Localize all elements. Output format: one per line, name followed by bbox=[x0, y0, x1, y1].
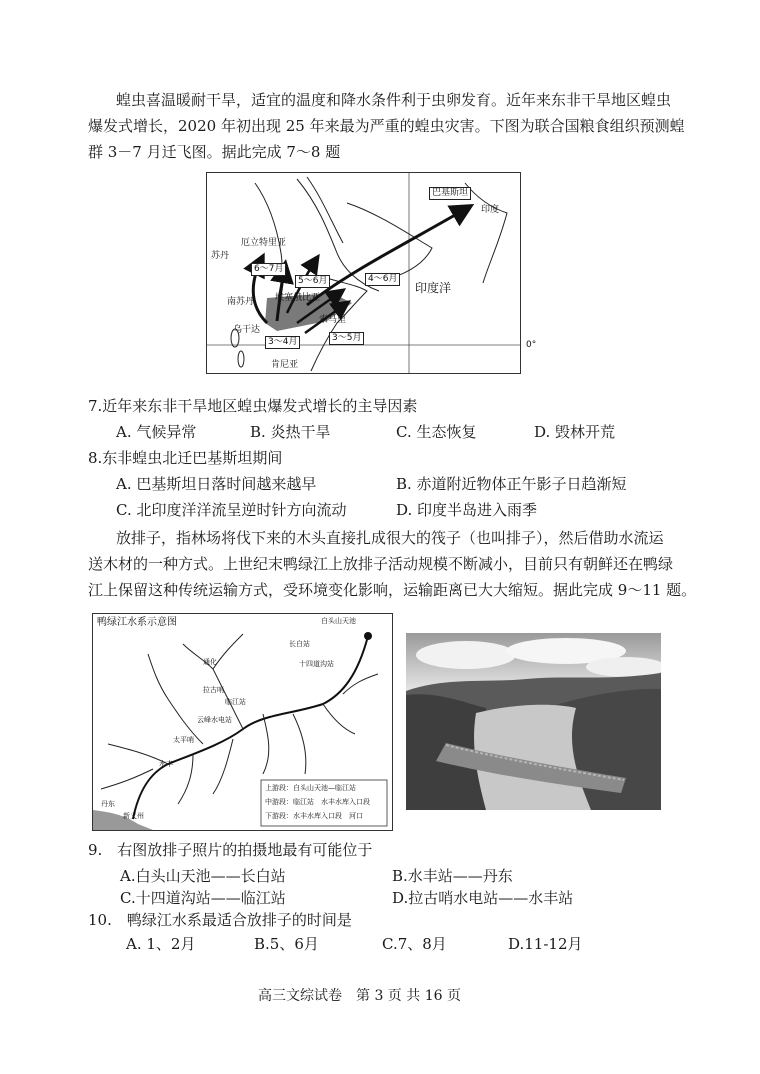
period-3-5: 3～5月 bbox=[329, 332, 364, 345]
period-3-4: 3～4月 bbox=[265, 336, 300, 349]
legend-middle: 中游段：临江站 水丰水库入口段 bbox=[265, 798, 370, 806]
locust-migration-map bbox=[206, 172, 521, 374]
q10-option-c: C.7、8月 bbox=[382, 935, 447, 953]
q8-option-c: C. 北印度洋洋流呈逆时针方向流动 bbox=[116, 501, 347, 519]
q10-option-b: B.5、6月 bbox=[254, 935, 319, 953]
passage2-line2: 送木材的一种方式。上世纪末鸭绿江上放排子活动规模不断减小，目前只有朝鲜还在鸭绿 bbox=[88, 555, 674, 573]
label-indian-ocean: 印度洋 bbox=[415, 281, 452, 295]
label-tianchi: 白头山天池 bbox=[321, 617, 356, 625]
passage1-line1: 蝗虫喜温暖耐干旱，适宜的温度和降水条件利于虫卵发育。近年来东非干旱地区蝗虫 bbox=[116, 91, 672, 109]
q10-option-d: D.11-12月 bbox=[508, 935, 583, 953]
label-laguxiao: 拉古哨 bbox=[203, 686, 224, 694]
rafting-photo bbox=[406, 633, 661, 810]
label-eritrea: 厄立特里亚 bbox=[241, 238, 287, 248]
label-changbai: 长白站 bbox=[289, 640, 310, 648]
q9-stem: 9. 右图放排子照片的拍摄地最有可能位于 bbox=[88, 841, 373, 859]
q10-stem: 10. 鸭绿江水系最适合放排子的时间是 bbox=[88, 911, 352, 929]
legend-lower: 下游段：水丰水库入口段 河口 bbox=[265, 812, 363, 820]
q10-option-a: A. 1、2月 bbox=[126, 935, 196, 953]
label-shuifeng: 水丰 bbox=[159, 760, 173, 768]
label-kenya: 肯尼亚 bbox=[271, 360, 299, 370]
label-xinyizhou: 新义州 bbox=[123, 812, 144, 820]
rafting-photo-drawing bbox=[406, 633, 661, 810]
yalu-river-map bbox=[92, 613, 393, 831]
label-uganda: 乌干达 bbox=[233, 325, 261, 335]
label-tonghua: 通化 bbox=[203, 658, 217, 666]
page-footer: 高三文综试卷 第 3 页 共 16 页 bbox=[258, 988, 461, 1004]
q8-option-a: A. 巴基斯坦日落时间越来越早 bbox=[116, 475, 317, 493]
q7-option-d: D. 毁林开荒 bbox=[534, 423, 616, 441]
label-taiping: 太平哨 bbox=[173, 736, 194, 744]
q8-stem: 8.东非蝗虫北迁巴基斯坦期间 bbox=[88, 449, 283, 467]
passage2-line1: 放排子，指林场将伐下来的木头直接扎成很大的筏子（也叫排子），然后借助水流运 bbox=[116, 529, 664, 547]
label-pakistan: 巴基斯坦 bbox=[429, 187, 471, 200]
label-south-sudan: 南苏丹 bbox=[227, 297, 255, 307]
label-yunfeng: 云峰水电站 bbox=[197, 716, 232, 724]
label-shisidao: 十四道沟站 bbox=[299, 660, 334, 668]
q8-option-d: D. 印度半岛进入雨季 bbox=[396, 501, 538, 519]
q7-option-b: B. 炎热干旱 bbox=[250, 423, 331, 441]
period-5-6: 5～6月 bbox=[295, 275, 330, 288]
label-sudan: 苏丹 bbox=[211, 251, 230, 261]
passage2-line3: 江上保留这种传统运输方式，受环境变化影响，运输距离已大大缩短。据此完成 9～11 题。 bbox=[88, 581, 697, 599]
label-ethiopia: 埃塞俄比亚 bbox=[275, 293, 321, 303]
q9-option-d: D.拉古哨水电站——水丰站 bbox=[392, 889, 574, 907]
passage1-line2: 爆发式增长，2020 年初出现 25 年来最为严重的蝗虫灾害。下图为联合国粮食组织预测蝗 bbox=[88, 117, 685, 135]
q7-stem: 7.近年来东非干旱地区蝗虫爆发式增长的主导因素 bbox=[88, 397, 418, 415]
legend-upper: 上游段：白头山天池—临江站 bbox=[265, 784, 356, 792]
q9-option-c: C.十四道沟站——临江站 bbox=[120, 889, 286, 907]
label-equator: 0° bbox=[526, 340, 537, 350]
q7-option-a: A. 气候异常 bbox=[116, 423, 197, 441]
period-6-7: 6～7月 bbox=[251, 263, 286, 276]
map2-title: 鸭绿江水系示意图 bbox=[97, 617, 177, 628]
label-somalia: 索马里 bbox=[319, 315, 347, 325]
passage1-line3: 群 3－7 月迁飞图。据此完成 7～8 题 bbox=[88, 143, 341, 161]
label-dandong: 丹东 bbox=[101, 800, 115, 808]
q8-option-b: B. 赤道附近物体正午影子日趋渐短 bbox=[396, 475, 627, 493]
q9-option-a: A.白头山天池——长白站 bbox=[120, 867, 286, 885]
q7-option-c: C. 生态恢复 bbox=[396, 423, 477, 441]
period-4-6: 4～6月 bbox=[365, 273, 400, 286]
q9-option-b: B.水丰站——丹东 bbox=[392, 867, 513, 885]
label-india: 印度 bbox=[481, 205, 500, 215]
label-linjiang: 临江站 bbox=[225, 698, 246, 706]
